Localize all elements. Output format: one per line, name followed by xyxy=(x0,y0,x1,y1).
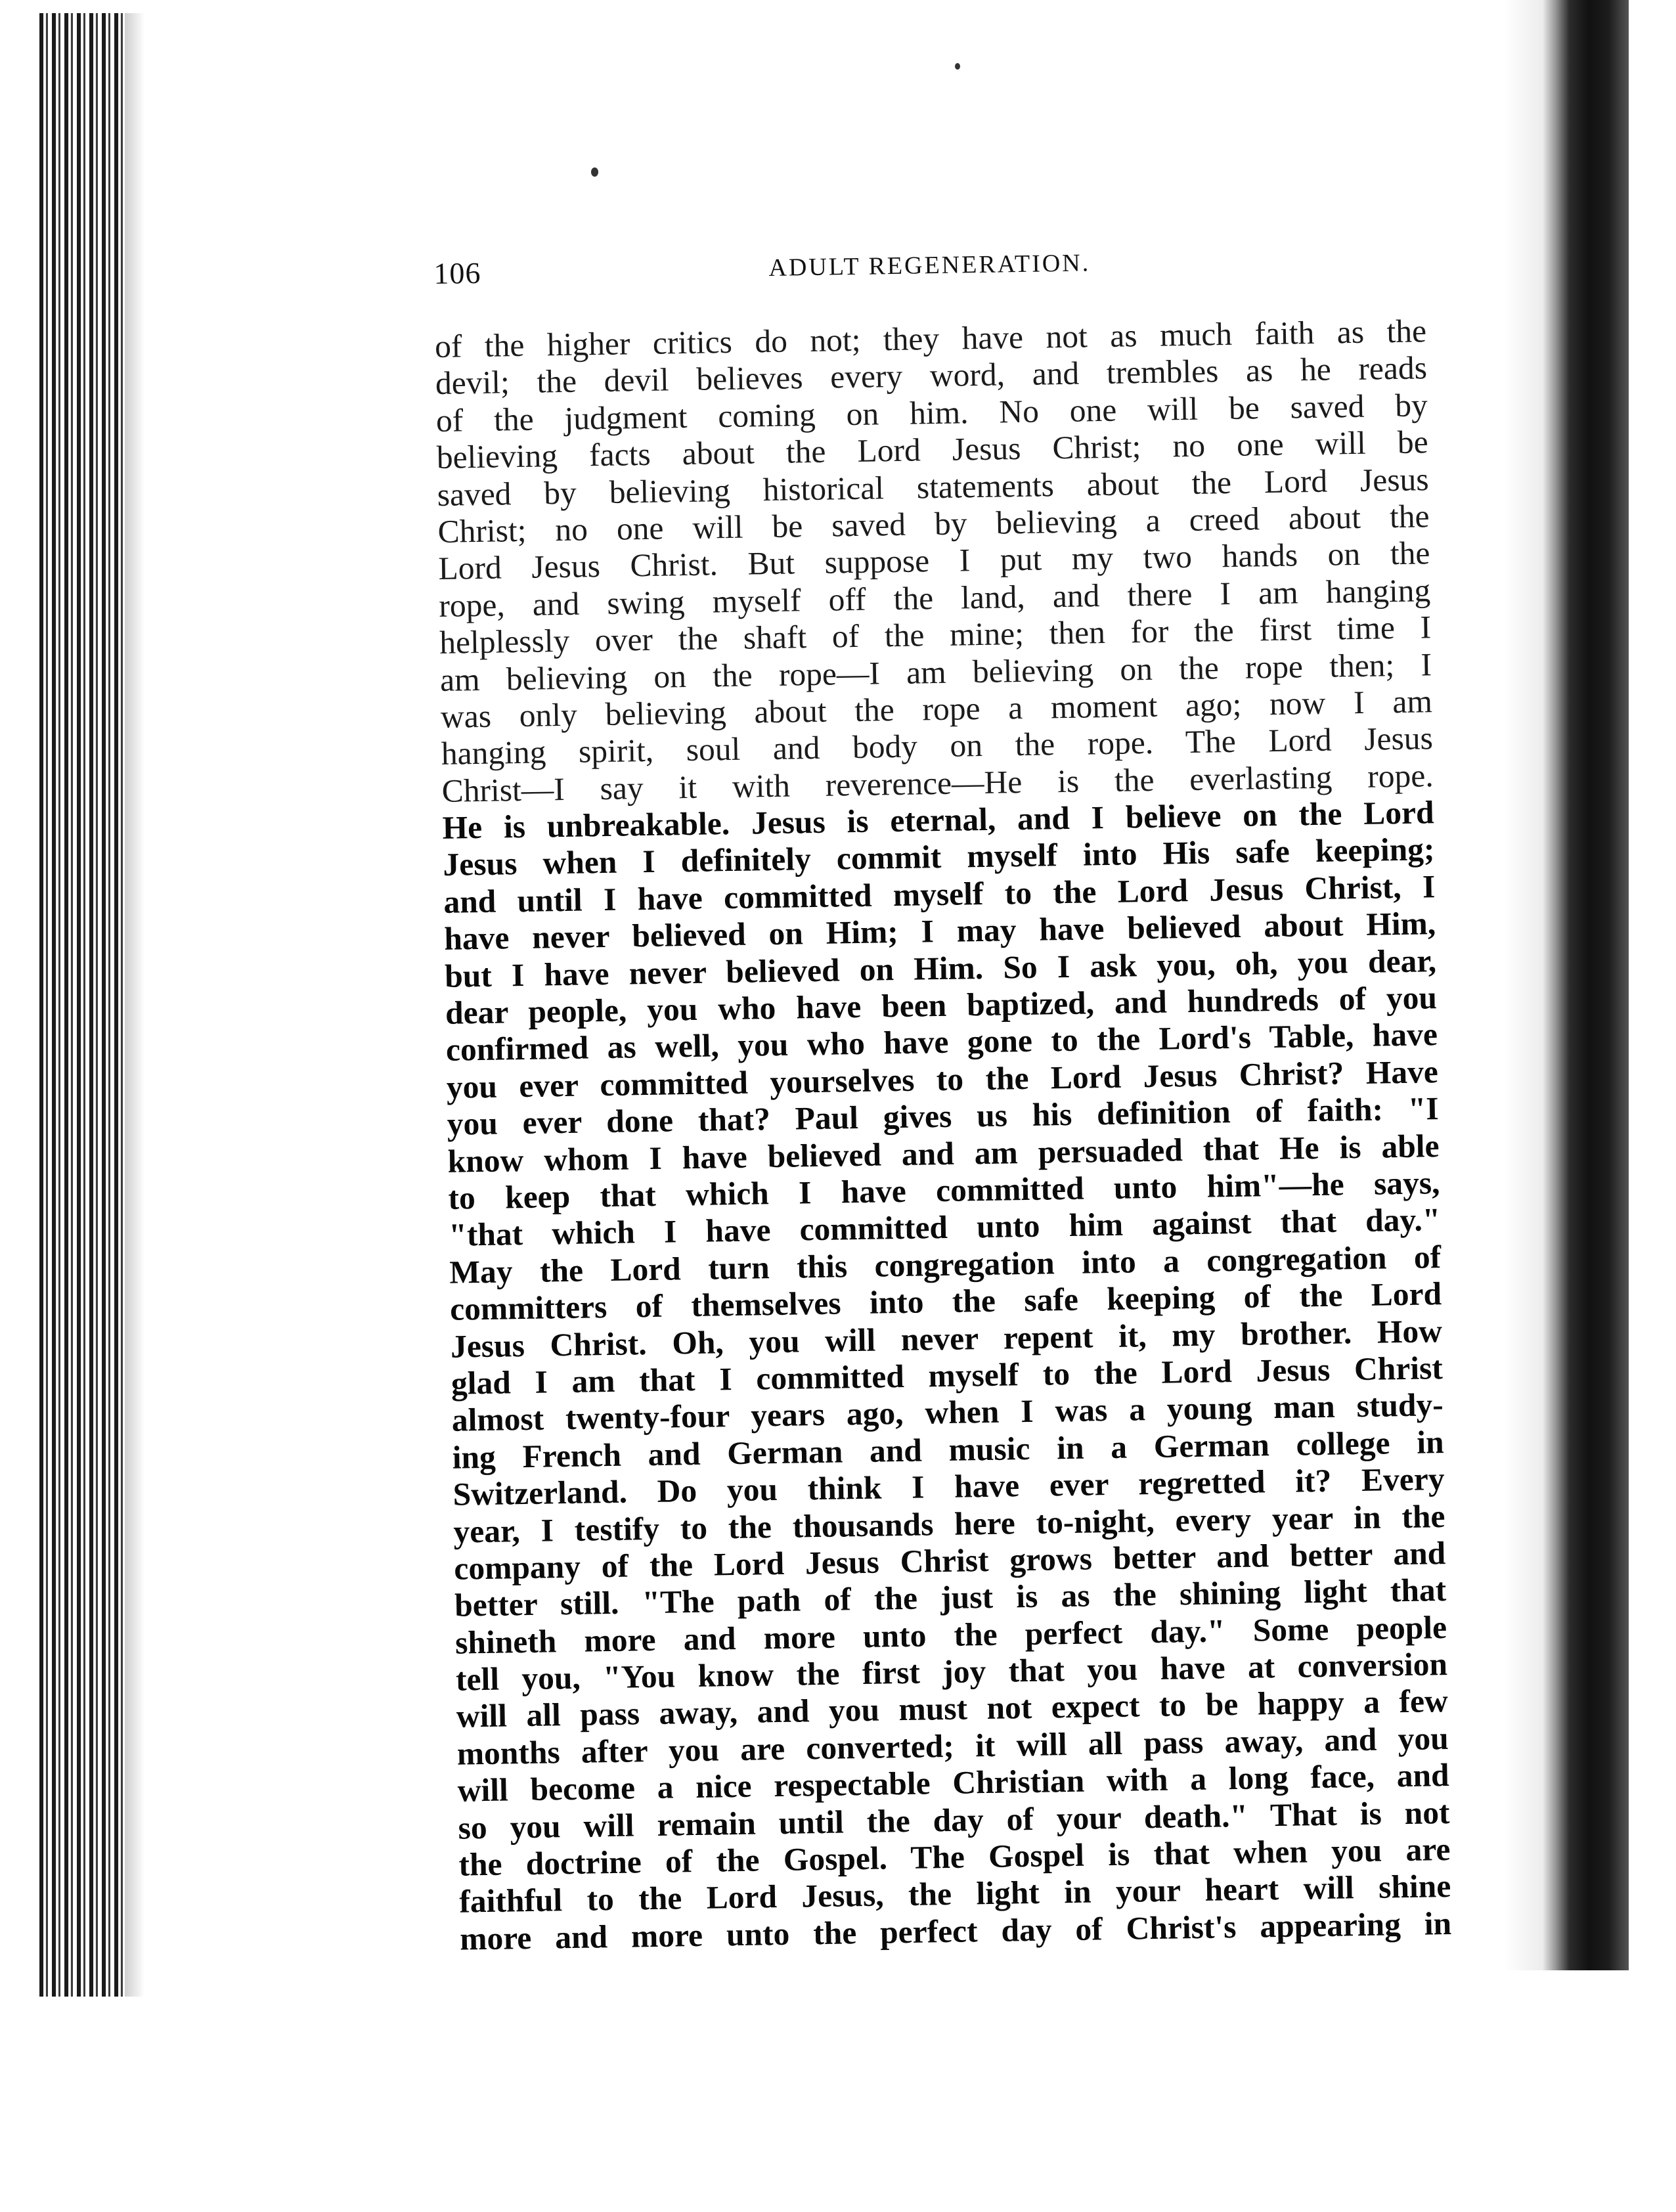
text-line: May the Lord turn this congregation into a congregation of xyxy=(449,1238,1442,1291)
dust-speck xyxy=(955,63,960,70)
text-line: of the higher critics do not; they have not as much faith as the xyxy=(434,313,1427,365)
text-line: glad I am that I committed myself to the Lord Jesus Christ xyxy=(451,1350,1444,1402)
text-line: Lord Jesus Christ. But suppose I put my two hands on the xyxy=(438,535,1430,587)
text-line: Christ; no one will be saved by believing a creed about the xyxy=(437,498,1430,550)
text-line: Jesus Christ. Oh, you will never repent it, my brother. How xyxy=(450,1312,1443,1365)
running-title: ADULT REGENERATION. xyxy=(768,249,1091,282)
text-line: devil; the devil believes every word, and trembles as he reads xyxy=(435,349,1428,402)
text-line: months after you are converted; it will all pass away, and you xyxy=(456,1719,1449,1772)
text-line: more and more unto the perfect day of Christ's appearing in xyxy=(459,1905,1452,1957)
text-line: "that which I have committed unto him against that day." xyxy=(448,1201,1441,1254)
text-line: and until I have committed myself to the Lord Jesus Christ, I xyxy=(443,868,1436,920)
text-line: faithful to the Lord Jesus, the light in your heart will shine xyxy=(458,1868,1451,1920)
text-line: He is unbreakable. Jesus is eternal, and I believe on the Lord xyxy=(442,794,1434,846)
body-text xyxy=(435,313,1452,1958)
text-line: company of the Lord Jesus Christ grows better and better and xyxy=(453,1534,1446,1587)
text-line: saved by believing historical statements about the Lord Jesus xyxy=(437,460,1429,513)
text-line: will become a nice respectable Christian with a long face, and xyxy=(457,1757,1449,1809)
page-edge-stack xyxy=(39,13,138,1997)
text-line: dear people, you who have been baptized, and hundreds of you xyxy=(445,979,1438,1031)
text-line: almost twenty-four years ago, when I was a young man study- xyxy=(451,1386,1444,1439)
text-line: committers of themselves into the safe keeping of the Lord xyxy=(449,1275,1442,1327)
text-line: rope, and swing myself off the land, and there I am hanging xyxy=(438,571,1431,624)
text-line: you ever done that? Paul gives us his definition of faith: "I xyxy=(447,1090,1440,1143)
text-line: Jesus when I definitely commit myself into His safe keeping; xyxy=(443,831,1435,883)
text-line: better still. "The path of the just is as the shining light that xyxy=(454,1572,1447,1624)
text-line: so you will remain until the day of your death." That is not xyxy=(458,1794,1450,1846)
text-line: was only believing about the rope a moment ago; now I am xyxy=(440,683,1433,735)
dust-speck xyxy=(591,167,598,177)
page-content xyxy=(433,240,1452,1958)
text-line: believing facts about the Lord Jesus Christ; no one will be xyxy=(436,424,1429,476)
text-line: Switzerland. Do you think I have ever regretted it? Every xyxy=(452,1461,1445,1513)
text-line: of the judgment coming on him. No one will be saved by xyxy=(435,387,1428,439)
text-line: am believing on the rope—I am believing on the rope then; I xyxy=(439,646,1432,698)
text-line: to keep that which I have committed unto him"—he says, xyxy=(448,1164,1440,1216)
text-line: know whom I have believed and am persuaded that He is able xyxy=(447,1127,1440,1180)
text-line: confirmed as well, you who have gone to the Lord's Table, have xyxy=(445,1016,1438,1069)
text-line: the doctrine of the Gospel. The Gospel is that when you are xyxy=(458,1830,1451,1883)
page-edge-shadow xyxy=(125,13,144,1997)
text-line: will all pass away, and you must not expect to be happy a few xyxy=(456,1683,1449,1735)
text-line: ing French and German and music in a German college in xyxy=(452,1423,1444,1476)
running-head xyxy=(433,240,1426,302)
text-line: shineth more and more unto the perfect day." Some people xyxy=(454,1608,1447,1661)
text-line: tell you, "You know the first joy that you have at conversion xyxy=(455,1646,1448,1698)
text-line: you ever committed yourselves to the Lord Jesus Christ? Have xyxy=(446,1053,1439,1105)
text-line: helplessly over the shaft of the mine; then for the first time I xyxy=(439,609,1432,661)
text-line: Christ—I say it with reverence—He is the everlasting rope. xyxy=(441,757,1434,809)
book-spine xyxy=(1543,0,1629,1970)
text-line: but I have never believed on Him. So I ask you, oh, you dear, xyxy=(444,942,1437,994)
text-line: year, I testify to the thousands here to-night, every year in the xyxy=(453,1497,1445,1550)
text-line: have never believed on Him; I may have believed about Him, xyxy=(443,905,1436,958)
page-number: 106 xyxy=(433,255,481,290)
text-line: hanging spirit, soul and body on the rope. The Lord Jesus xyxy=(441,720,1434,772)
